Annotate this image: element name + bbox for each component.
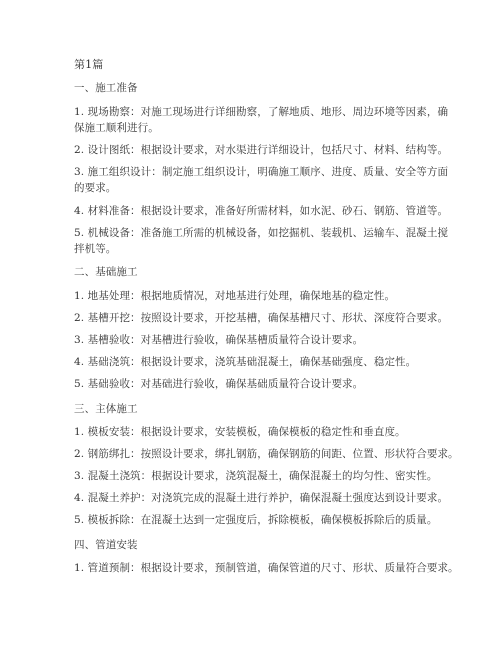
paragraph-line: 3. 施工组织设计：制定施工组织设计，明确施工顺序、进度、质量、安全等方面 [74, 166, 449, 178]
section-heading-pipe-installation: 四、管道安装 [74, 539, 138, 551]
section-heading-main-structure: 三、主体施工 [74, 403, 138, 415]
paragraph-line: 3. 基槽验收：对基槽进行验收，确保基槽质量符合设计要求。 [74, 334, 364, 346]
paragraph-line: 2. 基槽开挖：按照设计要求，开挖基槽，确保基槽尺寸、形状、深度符合要求。 [74, 312, 449, 324]
paragraph-line: 的要求。 [74, 182, 117, 194]
paragraph-line: 拌机等。 [74, 243, 117, 255]
paragraph-line: 4. 材料准备：根据设计要求，准备好所需材料，如水泥、砂石、钢筋、管道等。 [74, 205, 449, 217]
paragraph-line: 5. 基础验收：对基础进行验收，确保基础质量符合设计要求。 [74, 378, 364, 390]
paragraph-line: 3. 混凝土浇筑：根据设计要求，浇筑混凝土，确保混凝土的均匀性、密实性。 [74, 470, 438, 482]
paragraph-line: 1. 模板安装：根据设计要求，安装模板，确保模板的稳定性和垂直度。 [74, 426, 406, 438]
section-heading-preparation: 一、施工准备 [74, 82, 138, 94]
paragraph-line: 2. 钢筋绑扎：按照设计要求，绑扎钢筋，确保钢筋的间距、位置、形状符合要求。 [74, 448, 459, 460]
paragraph-line: 2. 设计图纸：根据设计要求，对水渠进行详细设计，包括尺寸、材料、结构等。 [74, 144, 449, 156]
paragraph-line: 1. 管道预制：根据设计要求，预制管道，确保管道的尺寸、形状、质量符合要求。 [74, 562, 459, 574]
paragraph-line: 1. 现场勘察：对施工现场进行详细勘察，了解地质、地形、周边环境等因素，确 [74, 106, 449, 118]
section-heading-foundation: 二、基础施工 [74, 266, 138, 278]
document-title: 第1篇 [74, 58, 104, 71]
paragraph-line: 5. 机械设备：准备施工所需的机械设备，如挖掘机、装载机、运输车、混凝土搅 [74, 227, 449, 239]
paragraph-line: 4. 混凝土养护：对浇筑完成的混凝土进行养护，确保混凝土强度达到设计要求。 [74, 492, 449, 504]
paragraph-line: 5. 模板拆除：在混凝土达到一定强度后，拆除模板，确保模板拆除后的质量。 [74, 514, 438, 526]
paragraph-line: 1. 地基处理：根据地质情况，对地基进行处理，确保地基的稳定性。 [74, 290, 396, 302]
paragraph-line: 4. 基础浇筑：根据设计要求，浇筑基础混凝土，确保基础强度、稳定性。 [74, 356, 417, 368]
paragraph-line: 保施工顺利进行。 [74, 122, 159, 134]
